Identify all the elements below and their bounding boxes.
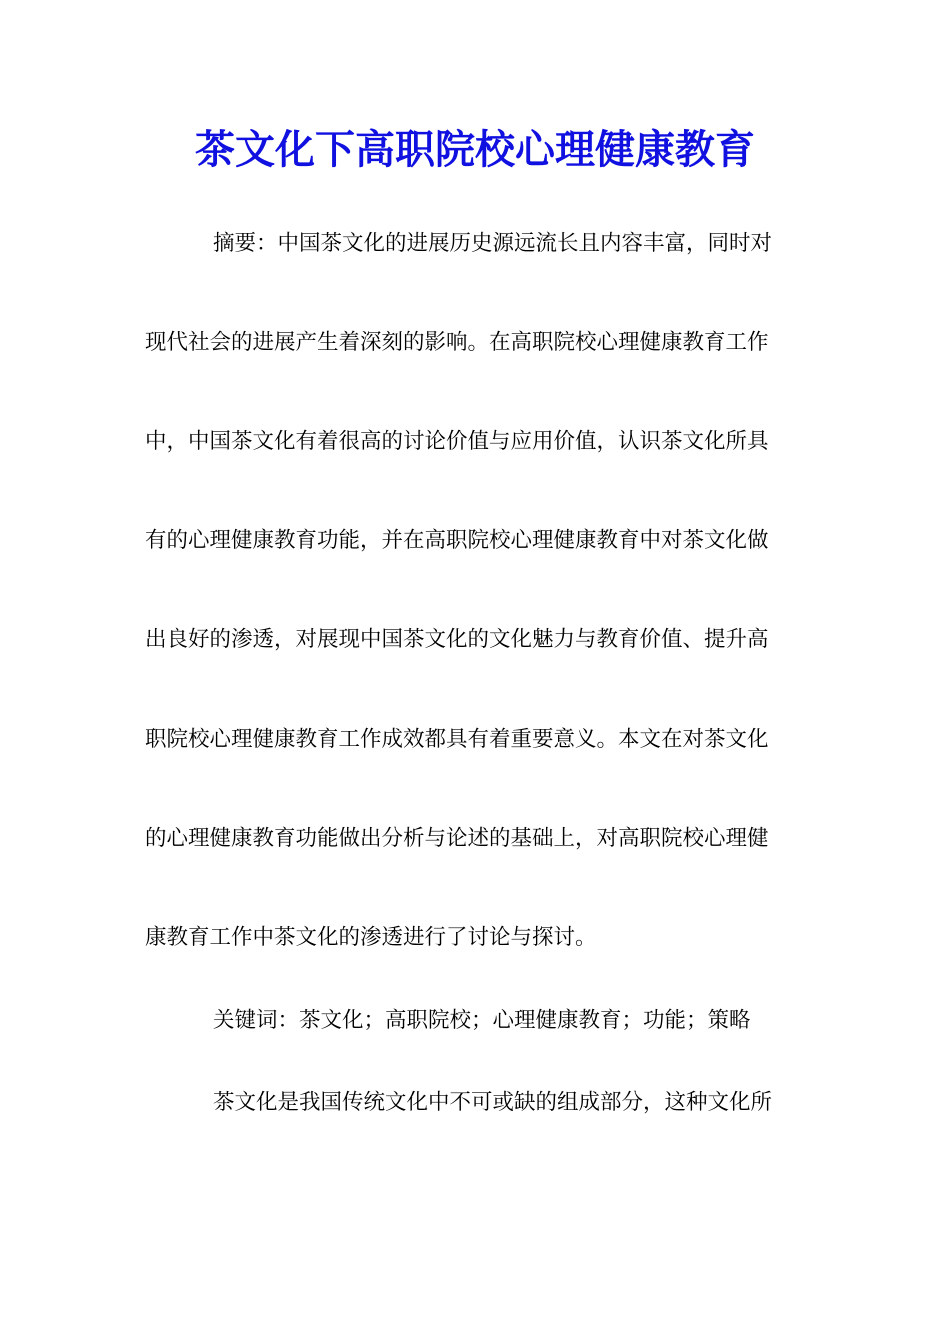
abstract-line-8: 康教育工作中茶文化的渗透进行了讨论与探讨。 xyxy=(145,925,597,950)
abstract-line-7: 的心理健康教育功能做出分析与论述的基础上，对高职院校心理健 xyxy=(145,826,769,851)
keywords-line: 关键词：茶文化；高职院校；心理健康教育；功能；策略 xyxy=(213,1008,751,1033)
body-paragraph-line-1: 茶文化是我国传统文化中不可或缺的组成部分，这种文化所 xyxy=(213,1090,773,1115)
abstract-line-5: 出良好的渗透，对展现中国茶文化的文化魅力与教育价值、提升高 xyxy=(145,627,769,652)
abstract-line-2: 现代社会的进展产生着深刻的影响。在高职院校心理健康教育工作 xyxy=(145,330,769,355)
document-title: 茶文化下高职院校心理健康教育 xyxy=(195,126,755,173)
abstract-line-4: 有的心理健康教育功能，并在高职院校心理健康教育中对茶文化做 xyxy=(145,528,769,553)
abstract-line-6: 职院校心理健康教育工作成效都具有着重要意义。本文在对茶文化 xyxy=(145,727,769,752)
abstract-line-3: 中，中国茶文化有着很高的讨论价值与应用价值，认识茶文化所具 xyxy=(145,429,769,454)
abstract-line-1: 摘要：中国茶文化的进展历史源远流长且内容丰富，同时对 xyxy=(213,231,773,256)
